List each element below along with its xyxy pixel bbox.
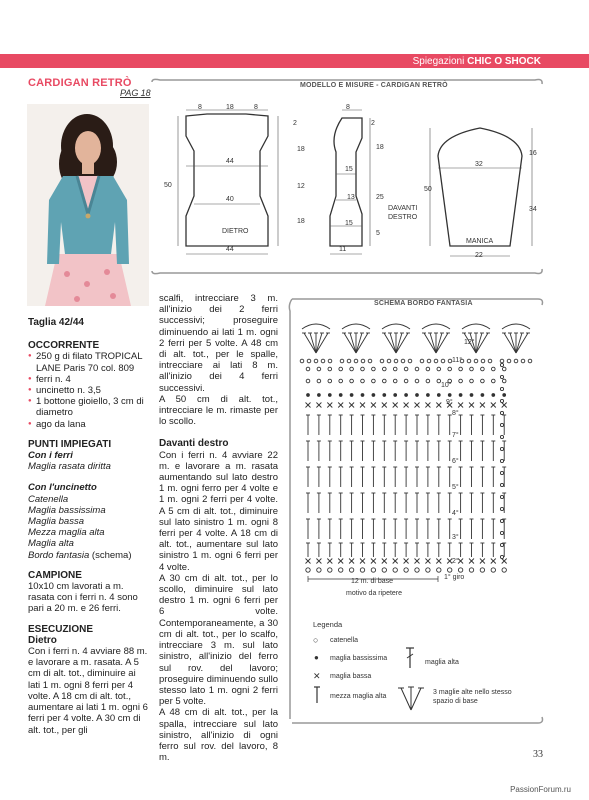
campione-heading: CAMPIONE: [28, 569, 82, 581]
dim-label: 44: [226, 246, 234, 253]
header-text: Spiegazioni CHIC O SHOCK: [412, 56, 541, 67]
occorrente-heading: OCCORRENTE: [28, 340, 100, 352]
occorrente-item: ● ago da lana: [28, 419, 148, 430]
piece-label: DAVANTI DESTRO: [388, 205, 418, 221]
dim-label: 16: [529, 150, 537, 157]
campione-text: 10x10 cm lavorati a m. rasata con i ferri n. 4 sono pari a 20 m. e 26 ferri.: [28, 581, 138, 615]
row-label: 4°: [452, 510, 459, 517]
dim-label: 22: [475, 252, 483, 259]
schema-diagram: [288, 295, 546, 727]
row-label: 1° giro: [444, 574, 465, 581]
dim-label: 18: [297, 146, 305, 153]
legend-item: 3 maglie alte nello stesso spazio di base: [433, 689, 512, 705]
row-label: 12°: [464, 339, 475, 346]
ferri-item: Maglia rasata diritta: [28, 461, 111, 473]
row-label: 7°: [452, 432, 459, 439]
uncinetto-item: Maglia bassissima: [28, 504, 106, 516]
left-column: [28, 317, 148, 736]
dim-label: 18: [376, 144, 384, 151]
dim-label: 25: [376, 194, 384, 201]
page-number: 33: [533, 749, 543, 760]
dim-label: 5: [376, 230, 380, 237]
dim-label: 8: [198, 104, 202, 111]
three-trebles-icon: [398, 684, 424, 712]
dim-label: 40: [226, 196, 234, 203]
schema-title: SCHEMA BORDO FANTASIA: [370, 300, 477, 307]
dim-label: 2: [293, 120, 297, 127]
dim-label: 32: [475, 161, 483, 168]
occorrente-item: ● 1 bottone gioiello, 3 cm di diametro: [28, 396, 148, 418]
legend-item: mezza maglia alta: [330, 693, 387, 700]
uncinetto-heading: Con l'uncinetto: [28, 482, 97, 494]
dietro-text: Con i ferri n. 4 avviare 88 m. e lavorare a m. rasata. A 5 cm di alt. tot., diminuire ai lati 1 m. ogni 8 ferri per 4 volte. A 18 cm di alt. tot., aumentare ai lati 1 m. ogni 6 ferri per 4 volte. A 30 cm di alt. tot., per gli: [28, 646, 148, 736]
legend-item: maglia bassissima: [330, 655, 388, 662]
legend-item: maglia bassa: [330, 673, 372, 680]
dim-label: 8: [346, 104, 350, 111]
dietro-heading: Dietro: [28, 634, 57, 646]
middle-column: [159, 293, 278, 763]
size-label: Taglia 42/44: [28, 317, 84, 328]
piece-label: MANICA: [466, 238, 494, 245]
occorrente-item: ● 250 g di filato TROPICAL LANE Paris 70 col. 809: [28, 351, 148, 373]
davanti-text: A 48 cm di alt. tot., per la spalla, intrecciare sul lato sinistro, all'inizio di ogni ferro sul rov. del lavoro, 8 m.: [159, 707, 278, 764]
uncinetto-item: Mezza maglia alta: [28, 527, 105, 539]
row-label: 10°: [441, 382, 452, 389]
dim-label: 15: [345, 166, 353, 173]
dim-label: 13: [347, 194, 355, 201]
base-label: 12 m. di base: [351, 578, 394, 585]
legend-item: catenella: [330, 637, 359, 644]
piece-label: DIETRO: [222, 228, 249, 235]
modello-title: MODELLO E MISURE - CARDIGAN RETRÒ: [296, 82, 452, 89]
mezza-maglia-alta-icon: [313, 685, 321, 703]
legend-item: maglia alta: [425, 659, 459, 666]
row-label: 8°: [452, 410, 459, 417]
row-label: 9°: [446, 399, 453, 406]
punti-heading: PUNTI IMPIEGATI: [28, 438, 112, 450]
dim-label: 15: [345, 220, 353, 227]
page-title: CARDIGAN RETRÒ: [28, 77, 132, 89]
uncinetto-item: Maglia bassa: [28, 516, 84, 528]
repeat-label: motivo da ripetere: [346, 590, 403, 597]
row-label: 11°: [452, 357, 463, 364]
legend-title: Legenda: [313, 620, 343, 629]
bordo-item: Bordo fantasia (schema): [28, 549, 132, 561]
row-label: 6°: [452, 458, 459, 465]
dim-label: 12: [297, 183, 305, 190]
catenella-icon: ○: [313, 635, 319, 645]
dim-label: 34: [529, 206, 537, 213]
occorrente-item: ● ferri n. 4: [28, 374, 148, 385]
dim-label: 50: [424, 186, 432, 193]
dietro-text-cont: scalfi, intrecciare 3 m. all'inizio dei 2 ferri successivi; proseguire diminuendo ai lati 1 m. ogni 2 ferri per 5 volte. A 48 cm di alt. tot., per le spalle, intrecciare ai lati 8 m. all'inizio dei 4 ferri successivi.: [159, 293, 278, 394]
dietro-text-cont2: A 50 cm di alt. tot., intrecciare le m. rimaste per lo scollo.: [159, 393, 278, 428]
dim-label: 44: [226, 158, 234, 165]
davanti-heading: Davanti destro: [159, 438, 229, 450]
model-photo: [27, 104, 149, 306]
esecuzione-heading: ESECUZIONE: [28, 623, 94, 635]
dim-label: 50: [164, 182, 172, 189]
row-label: 2°: [452, 558, 459, 565]
ferri-heading: Con i ferri: [28, 450, 73, 462]
watermark: PassionForum.ru: [510, 785, 571, 794]
dim-label: 18: [226, 104, 234, 111]
uncinetto-item: Catenella: [28, 493, 69, 505]
dim-label: 8: [254, 104, 258, 111]
dim-label: 11: [339, 246, 347, 253]
maglia-alta-icon: [405, 646, 415, 668]
pag-reference: PAG 18: [120, 88, 151, 98]
dim-label: 2: [371, 120, 375, 127]
row-label: 3°: [452, 534, 459, 541]
davanti-text: Con i ferri n. 4 avviare 22 m. e lavorare a m. rasata aumentando sul lato destro 1 m. ogni ferro per 4 volte e 1 m. ogni 2 ferri per 4 volte. A 5 cm di alt. tot., diminuire sul lato sinistro 1 m. ogni 8 ferri per 4 volte. A 18 cm di alt. tot., aumentare sul lato sinistro 1 m. ogni 6 ferri per 4 volte.: [159, 449, 278, 573]
maglia-bassissima-icon: ●: [314, 653, 319, 662]
maglia-bassa-icon: ✕: [313, 671, 321, 681]
davanti-text: A 30 cm di alt. tot., per lo scollo, diminuire sul lato destro 1 m. ogni 6 ferri per 6 volte. Contemporaneamente, a 30 cm di alt. tot., per lo scalfo, intrecciare 3 m. sul lato sinistro, all'inizio del ferro sul rov. del lavoro; proseguire diminuendo sullo stesso lato 1 m. ogni 2 ferri per 5 volte.: [159, 572, 278, 708]
row-label: 5°: [452, 484, 459, 491]
uncinetto-item: Maglia alta: [28, 538, 74, 550]
dim-label: 18: [297, 218, 305, 225]
occorrente-item: ● uncinetto n. 3,5: [28, 385, 148, 396]
